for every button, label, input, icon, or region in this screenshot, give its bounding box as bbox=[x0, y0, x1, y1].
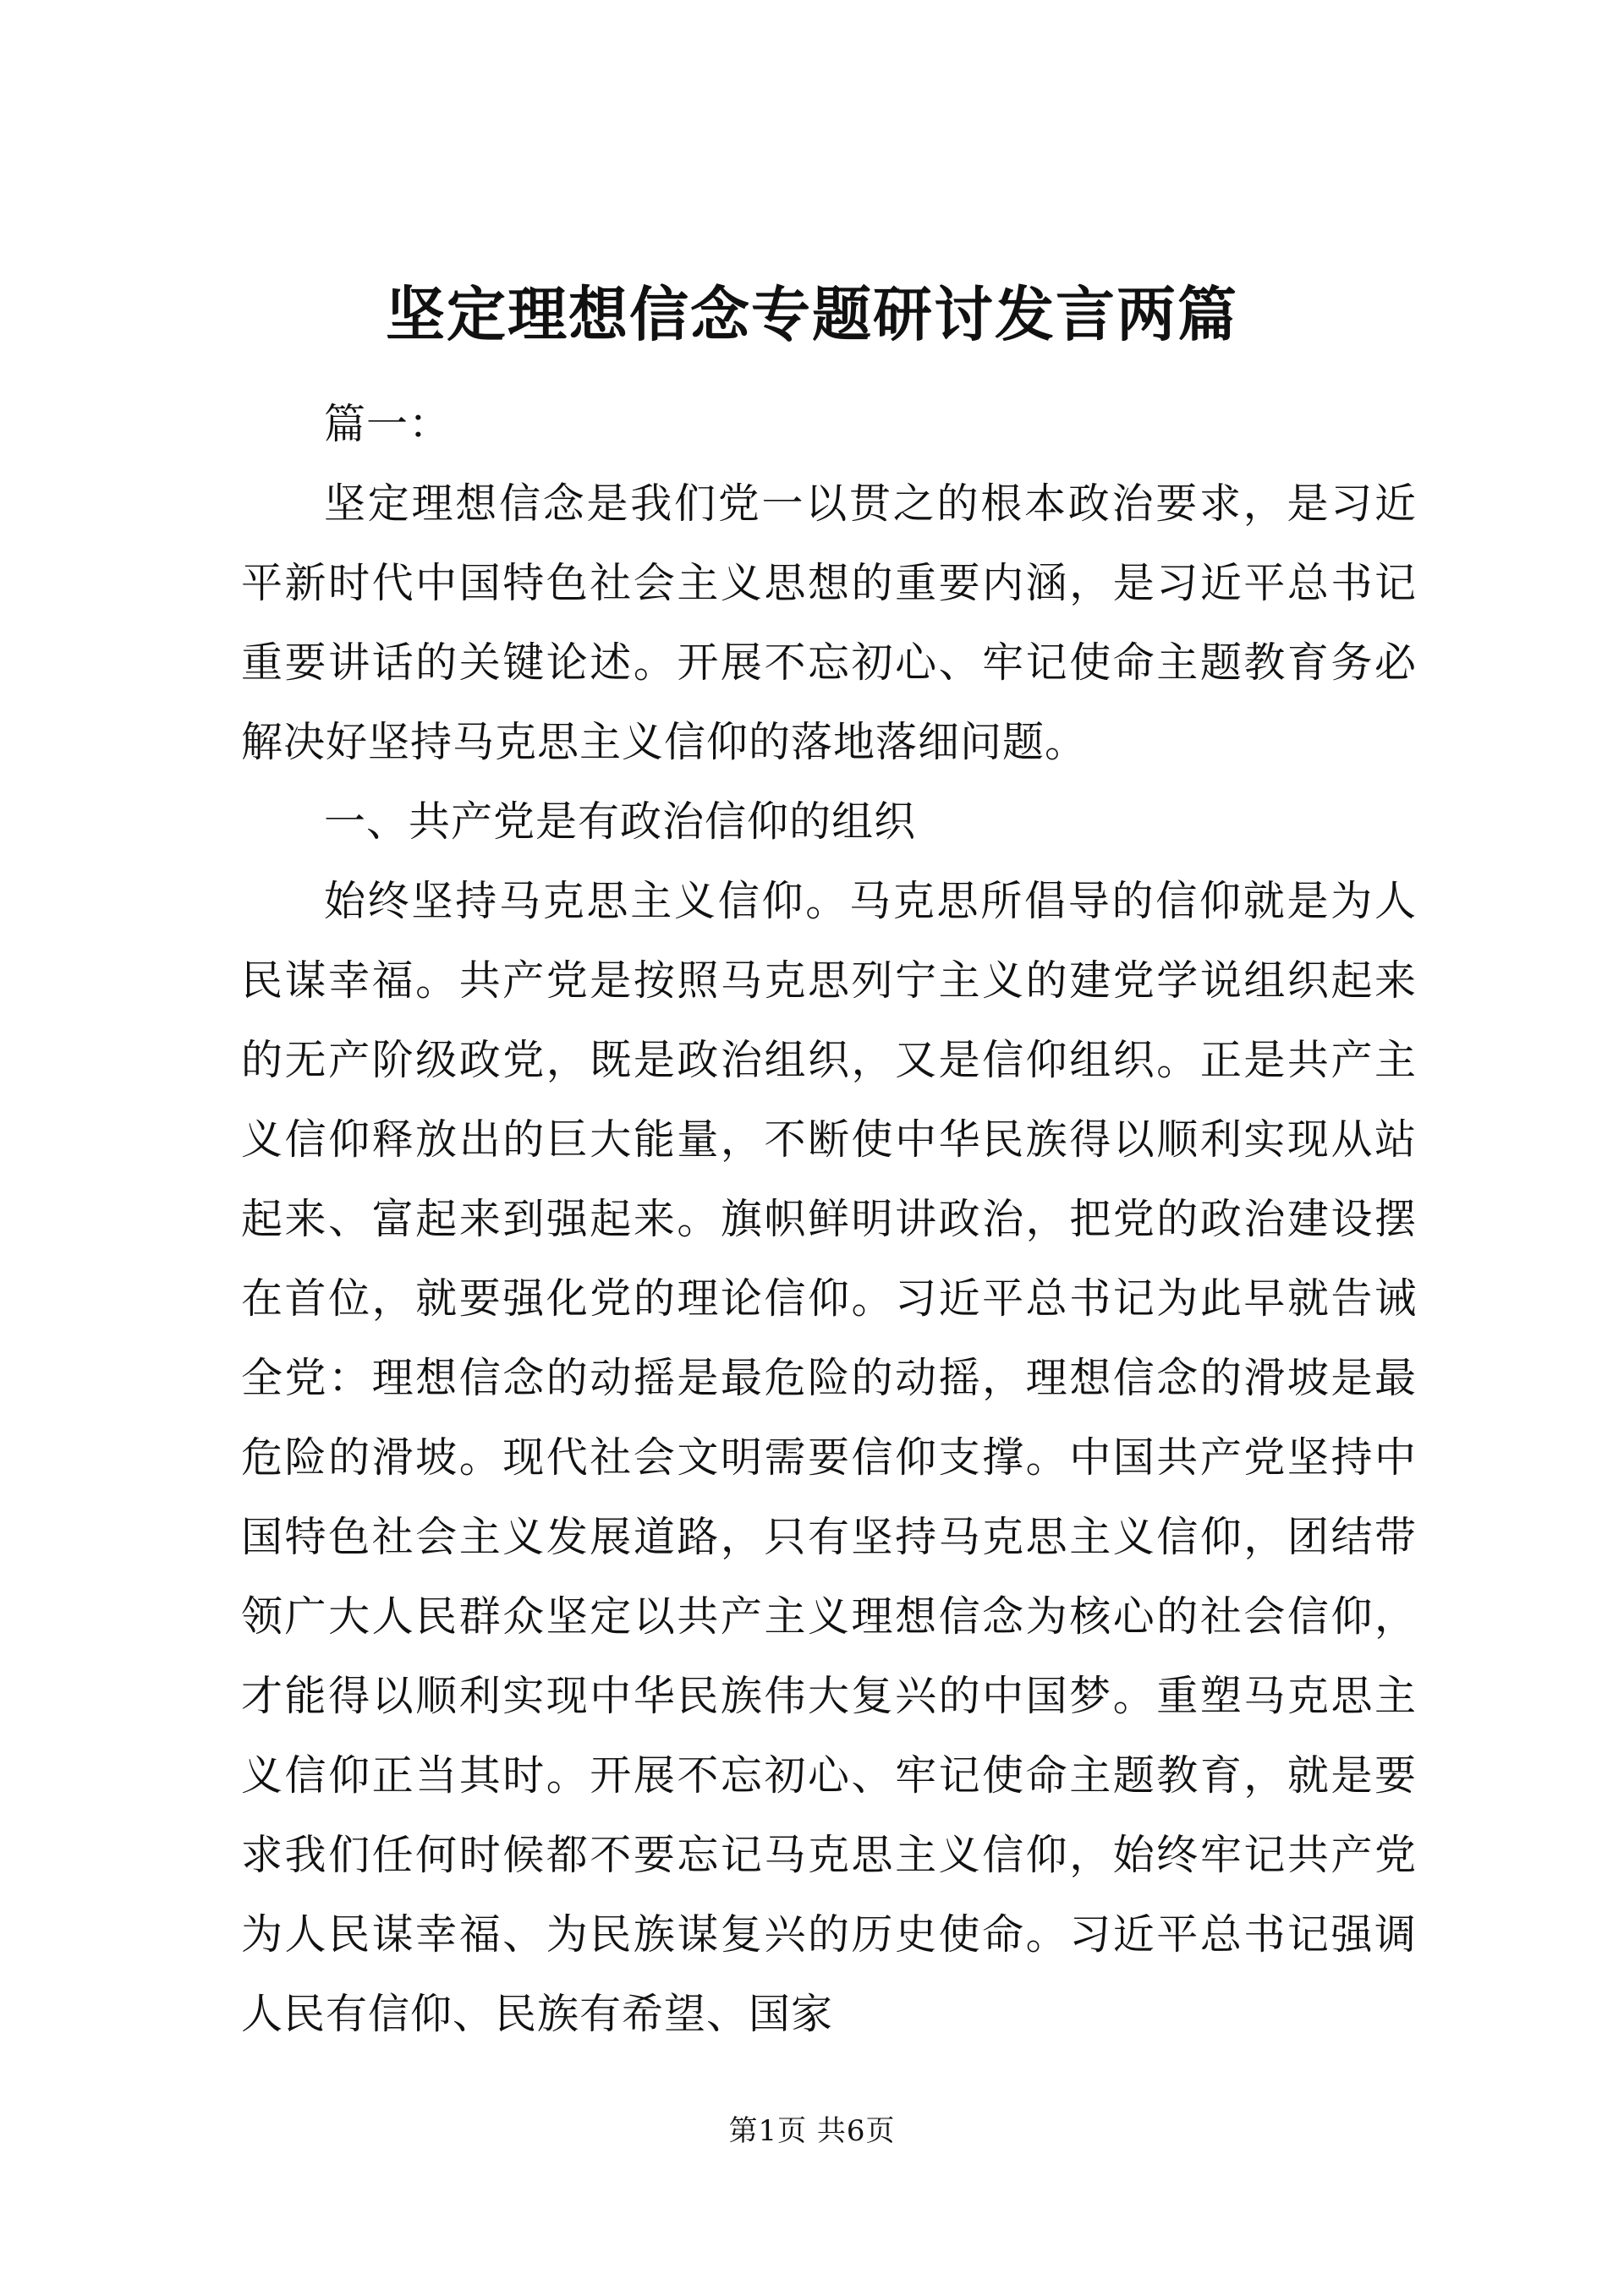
intro-paragraph: 坚定理想信念是我们党一以贯之的根本政治要求，是习近平新时代中国特色社会主义思想的重要内涵，是习近平总书记重要讲话的关键论述。开展不忘初心、牢记使命主题教育务必解决好坚持马克思主义信仰的落地落细问题。 bbox=[241, 479, 1417, 766]
page-title: 坚定理想信念专题研讨发言两篇 bbox=[386, 279, 1238, 349]
body-paragraph: 始终坚持马克思主义信仰。马克思所倡导的信仰就是为人民谋幸福。共产党是按照马克思列宁主义的建党学说组织起来的无产阶级政党，既是政治组织，又是信仰组织。正是共产主义信仰释放出的巨大能量，不断使中华民族得以顺利实现从站起来、富起来到强起来。旗帜鲜明讲政治，把党的政治建设摆在首位，就要强化党的理论信仰。习近平总书记为此早就告诫全党：理想信念的动摇是最危险的动摇，理想信念的滑坡是最危险的滑坡。现代社会文明需要信仰支撑。中国共产党坚持中国特色社会主义发展道路，只有坚持马克思主义信仰，团结带领广大人民群众坚定以共产主义理想信念为核心的社会信仰，才能得以顺利实现中华民族伟大复兴的中国梦。重塑马克思主义信仰正当其时。开展不忘初心、牢记使命主题教育，就是要求我们任何时候都不要忘记马克思主义信仰，始终牢记共产党为人民谋幸福、为民族谋复兴的历史使命。习近平总书记强调人民有信仰、民族有希望、国家 bbox=[241, 877, 1417, 2038]
document-body bbox=[241, 385, 1417, 2054]
page-footer: 第1页 共6页 bbox=[728, 2114, 896, 2148]
section-heading: 一、共产党是有政治信仰的组织 bbox=[324, 797, 917, 846]
section-label: 篇一： bbox=[324, 400, 452, 448]
